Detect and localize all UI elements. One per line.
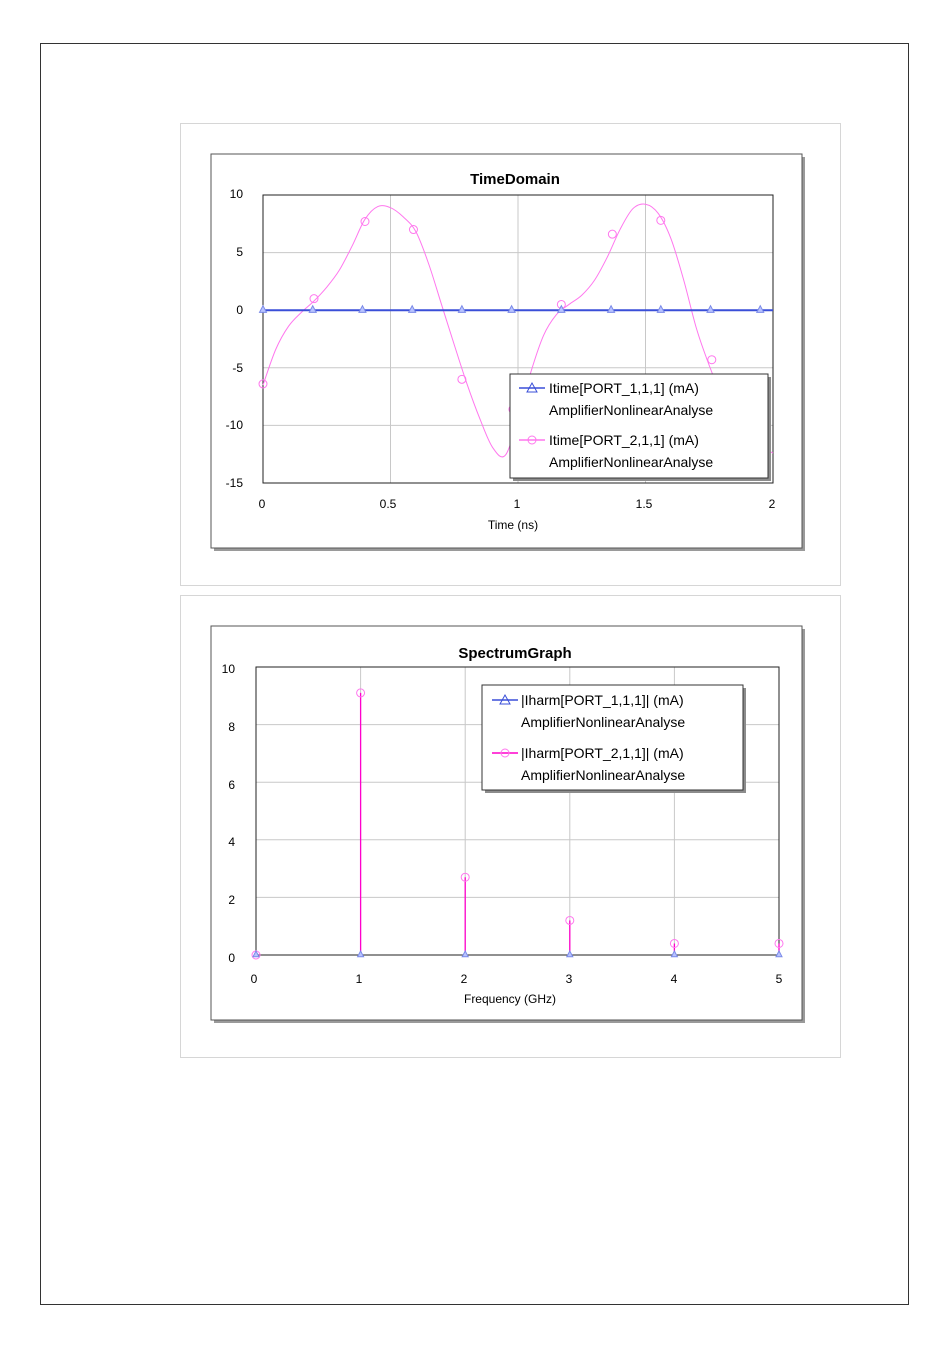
y-tick-label: 2 bbox=[228, 893, 235, 907]
legend bbox=[482, 685, 746, 793]
chart-frame bbox=[211, 154, 802, 548]
legend-source-port1: AmplifierNonlinearAnalyse bbox=[521, 714, 686, 730]
chart-title: TimeDomain bbox=[470, 171, 560, 188]
y-tick-label: 5 bbox=[236, 245, 243, 259]
legend-label-port2: Itime[PORT_2,1,1] (mA) bbox=[549, 432, 699, 448]
x-tick-label: 4 bbox=[670, 972, 678, 986]
legend-label-port1: |Iharm[PORT_1,1,1]| (mA) bbox=[521, 692, 684, 708]
x-tick-label: 2 bbox=[460, 972, 468, 986]
x-axis-label: Time (ns) bbox=[487, 518, 539, 532]
y-tick-label: 6 bbox=[228, 778, 235, 792]
legend-label-port1: Itime[PORT_1,1,1] (mA) bbox=[549, 380, 699, 396]
x-tick-label: 0 bbox=[250, 972, 258, 986]
legend-source-port2: AmplifierNonlinearAnalyse bbox=[549, 454, 714, 470]
x-tick-label: 1 bbox=[513, 497, 521, 511]
y-tick-label: 0 bbox=[236, 303, 243, 317]
y-tick-label: 10 bbox=[229, 187, 243, 201]
time-domain-chart bbox=[181, 124, 842, 587]
x-tick-label: 0.5 bbox=[379, 497, 397, 511]
y-tick-label: 8 bbox=[228, 720, 235, 734]
legend bbox=[510, 374, 771, 481]
x-tick-label: 1 bbox=[355, 972, 363, 986]
x-tick-label: 2 bbox=[768, 497, 776, 511]
y-tick-label: -15 bbox=[225, 476, 243, 490]
y-tick-label: 4 bbox=[228, 835, 235, 849]
y-tick-label: -10 bbox=[225, 418, 243, 432]
x-tick-label: 3 bbox=[565, 972, 573, 986]
x-axis-label: Frequency (GHz) bbox=[463, 992, 557, 1006]
legend-source-port1: AmplifierNonlinearAnalyse bbox=[549, 402, 714, 418]
legend-label-port2: |Iharm[PORT_2,1,1]| (mA) bbox=[521, 745, 684, 761]
y-tick-label: -5 bbox=[232, 361, 243, 375]
spectrum-chart bbox=[181, 596, 842, 1059]
spectrum-panel bbox=[180, 595, 841, 1058]
x-tick-label: 5 bbox=[775, 972, 783, 986]
x-tick-label: 0 bbox=[258, 497, 266, 511]
y-tick-label: 0 bbox=[228, 951, 235, 965]
chart-title: SpectrumGraph bbox=[458, 645, 572, 662]
legend-source-port2: AmplifierNonlinearAnalyse bbox=[521, 767, 686, 783]
x-tick-label: 1.5 bbox=[635, 497, 653, 511]
time-domain-panel bbox=[180, 123, 841, 586]
y-tick-label: 10 bbox=[221, 662, 235, 676]
